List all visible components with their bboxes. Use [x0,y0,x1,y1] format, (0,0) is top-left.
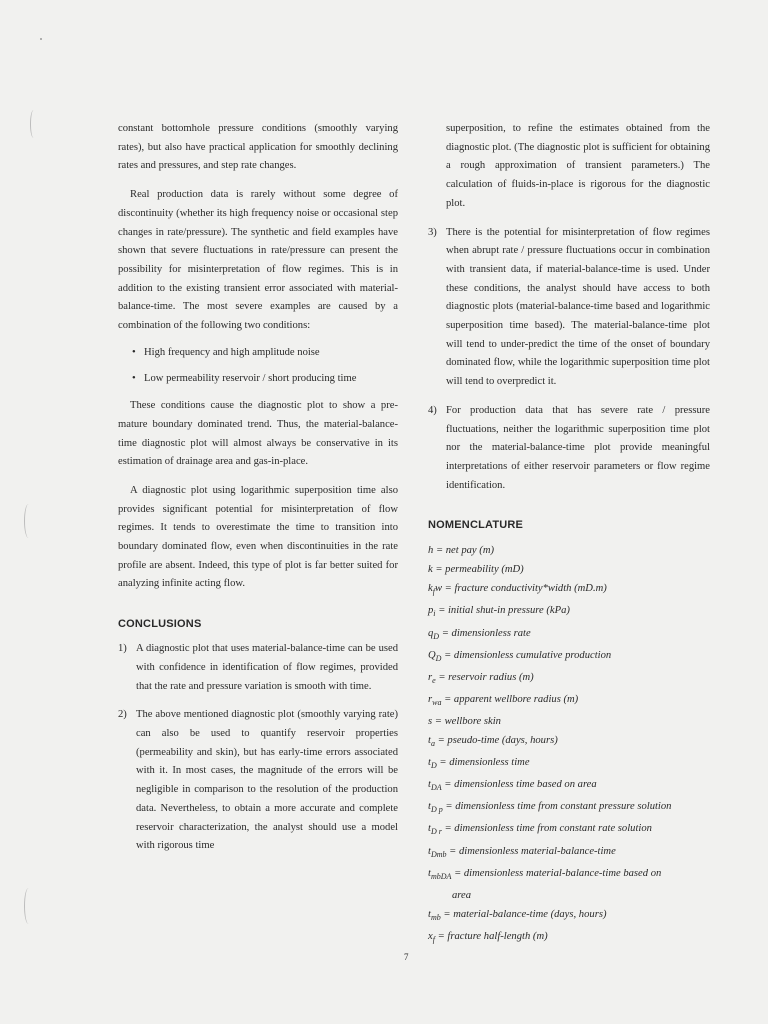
nomenclature-symbol: h [428,545,434,557]
nomenclature-description: = net pay (m) [435,545,494,557]
nomenclature-symbol: t [428,735,431,747]
item-number: 1) [118,643,127,655]
nomenclature-description: = pseudo-time (days, hours) [437,735,558,747]
nomenclature-description: = dimensionless rate [441,627,531,639]
item-text: There is the potential for misinterpretation of flow regimes when abrupt rate / pressure fluctuations occur in combination with transient data, if material-balance-time is used. Under these conditions, the analyst should have access to both diagnostic plots (material-balance-time based and logarithmic superposition time based). The material-balance-time plot will tend to under-predict the time of the onset of boundary dominated flow, while the logarithmic superposition time plot will tend to overpredict it. [446,226,710,388]
nomenclature-entry [428,601,710,623]
item-number: 2) [118,709,127,721]
conclusion-item [428,224,710,392]
nomenclature-entry [428,690,710,712]
nomenclature-description: = dimensionless time based on area [444,779,597,791]
nomenclature-entry [428,579,710,601]
conclusion-item [118,706,398,856]
left-column [118,120,398,866]
nomenclature-subscript: mb [430,912,441,922]
nomenclature-symbol: w [434,583,443,595]
conclusions-list-continued [428,224,710,496]
nomenclature-symbol: s [428,716,433,728]
conclusion-item [428,402,710,496]
paragraph: constant bottomhole pressure conditions (smoothly varying rates), but also have practical application for smoothly declining rates and pressures, and step rate changes. [118,123,398,172]
bullet-item: • High frequency and high amplitude noise [144,344,398,363]
paragraph: Real production data is rarely without some degree of discontinuity (whether its high frequency noise or occasional step changes in rate/pressure). The synthetic and field examples have shown that severe fluctuations in rate/pressure can present the possibility for misinterpretation of flow regimes. This is in addition to the existing transient error associated with material-balance-time. The most severe examples are caused by a combination of the following two conditions: [118,189,398,332]
nomenclature-subscript: f [432,935,435,944]
nomenclature-subscript: D r [430,827,442,837]
nomenclature-description: = dimensionless material-balance-time based on [454,867,662,879]
right-column [428,120,710,949]
section-heading-nomenclature: NOMENCLATURE [428,519,524,532]
nomenclature-symbol: q [428,627,434,639]
nomenclature-symbol: t [428,908,431,920]
nomenclature-symbol: r [428,693,433,705]
nomenclature-subscript: i [433,609,436,619]
nomenclature-description: = fracture conductivity*width (mD.m) [444,583,607,595]
nomenclature-entry [428,753,710,775]
nomenclature-symbol: t [428,867,431,879]
bullet-item: • Low permeability reservoir / short producing time [144,370,398,389]
nomenclature-entry [428,668,710,690]
nomenclature-description: = apparent wellbore radius (m) [444,693,579,705]
nomenclature-symbol: t [428,757,431,769]
scan-speck [40,38,42,40]
item-text: For production data that has severe rate / pressure fluctuations, neither the logarithmic superposition time plot nor the material-balance-time plot provide meaningful interpretations of either reservoir parameters or flow regime identification. [446,404,710,491]
nomenclature-entry [428,541,710,560]
nomenclature-entry [428,797,710,819]
nomenclature-description: = permeability (mD) [435,564,524,576]
nomenclature-subscript: e [432,675,436,685]
nomenclature-description: = dimensionless material-balance-time [449,845,616,857]
nomenclature-description: = dimensionless time from constant rate solution [444,823,652,835]
nomenclature-description: = dimensionless cumulative production [444,649,612,661]
nomenclature-description: = wellbore skin [434,716,501,728]
nomenclature-symbol: p [428,605,434,617]
nomenclature-description: = initial shut-in pressure (kPa) [438,605,570,617]
nomenclature-entry [428,842,710,864]
nomenclature-subscript: f [432,587,435,597]
nomenclature-symbol: r [428,671,433,683]
item-number: 3) [428,226,437,238]
nomenclature-subscript: D [430,761,437,771]
nomenclature-description: = reservoir radius (m) [438,671,534,683]
nomenclature-entry [428,864,710,886]
nomenclature-entry [428,712,710,731]
nomenclature-symbol: x [428,930,433,942]
nomenclature-symbol: Q [428,649,436,661]
nomenclature-subscript: DA [430,783,442,793]
nomenclature-entry [428,927,710,949]
item-text: The above mentioned diagnostic plot (smoothly varying rate) can also be used to quantify reservoir properties (permeability and skin), but has early-time errors associated with it. In most cases, the magnitude of the errors will be negligible in comparison to the resolution of the production data. Nevertheless, to obtain a more accurate and complete reservoir characterization, the analyst should use a model with rigorous time [136,709,398,852]
nomenclature-symbol: t [428,801,431,813]
nomenclature-description: = dimensionless time [439,757,530,769]
nomenclature-entry [428,905,710,927]
nomenclature-symbol: t [428,845,431,857]
item-text: A diagnostic plot that uses material-balance-time can be used with confidence in identification of flow regimes, provided that the rate and pressure variation is smooth with time. [136,643,398,692]
bullet-list [118,344,398,389]
nomenclature-entry [428,775,710,797]
item-number: 4) [428,404,437,416]
conclusions-list [118,640,398,856]
nomenclature-subscript: D [433,631,440,641]
paragraph: These conditions cause the diagnostic plot to show a pre-mature boundary dominated trend. Thus, the material-balance-time diagnostic plot will almost always be conservative in its estimation of drainage area and gas-in-place. [118,400,398,468]
nomenclature-subscript: mbDA [430,871,452,881]
scan-edge-mark [24,888,33,924]
nomenclature-subscript: a [430,739,435,749]
paragraph: A diagnostic plot using logarithmic superposition time also provides significant potential for misinterpretation of flow regimes. It tends to overestimate the time to transition into boundary dominated flow, even when discontinuities in the rate profile are absent. Indeed, this type of plot is far better suited for analyzing infinite acting flow. [118,484,398,590]
nomenclature-symbol: t [428,823,431,835]
nomenclature-symbol: k [428,583,433,595]
nomenclature-subscript: wa [432,698,442,708]
page-number: 7 [404,952,409,962]
nomenclature-entry [428,560,710,579]
nomenclature-symbol: t [428,779,431,791]
nomenclature-entry [428,646,710,668]
nomenclature-symbol: k [428,564,433,576]
nomenclature-entry [428,731,710,753]
nomenclature-subscript: D [435,653,442,663]
paragraph-continuation: superposition, to refine the estimates obtained from the diagnostic plot. (The diagnostic plot is sufficient for obtaining a rough approximation of transient parameters.) The calculation of fluids-in-place is rigorous for the diagnostic plot. [446,123,710,209]
nomenclature-entry [428,819,710,841]
nomenclature-description: = fracture half-length (m) [437,930,548,942]
nomenclature-entry-continuation: area [452,889,472,901]
nomenclature-subscript: Dmb [430,849,447,859]
nomenclature-list [428,541,710,949]
scan-edge-mark [30,110,37,138]
conclusion-item [118,640,398,696]
nomenclature-description: = dimensionless time from constant pressure solution [445,801,672,813]
section-heading-conclusions: CONCLUSIONS [118,618,202,631]
nomenclature-description: = material-balance-time (days, hours) [443,908,607,920]
nomenclature-subscript: D p [430,805,443,815]
scan-edge-mark [24,504,33,538]
nomenclature-entry [428,624,710,646]
